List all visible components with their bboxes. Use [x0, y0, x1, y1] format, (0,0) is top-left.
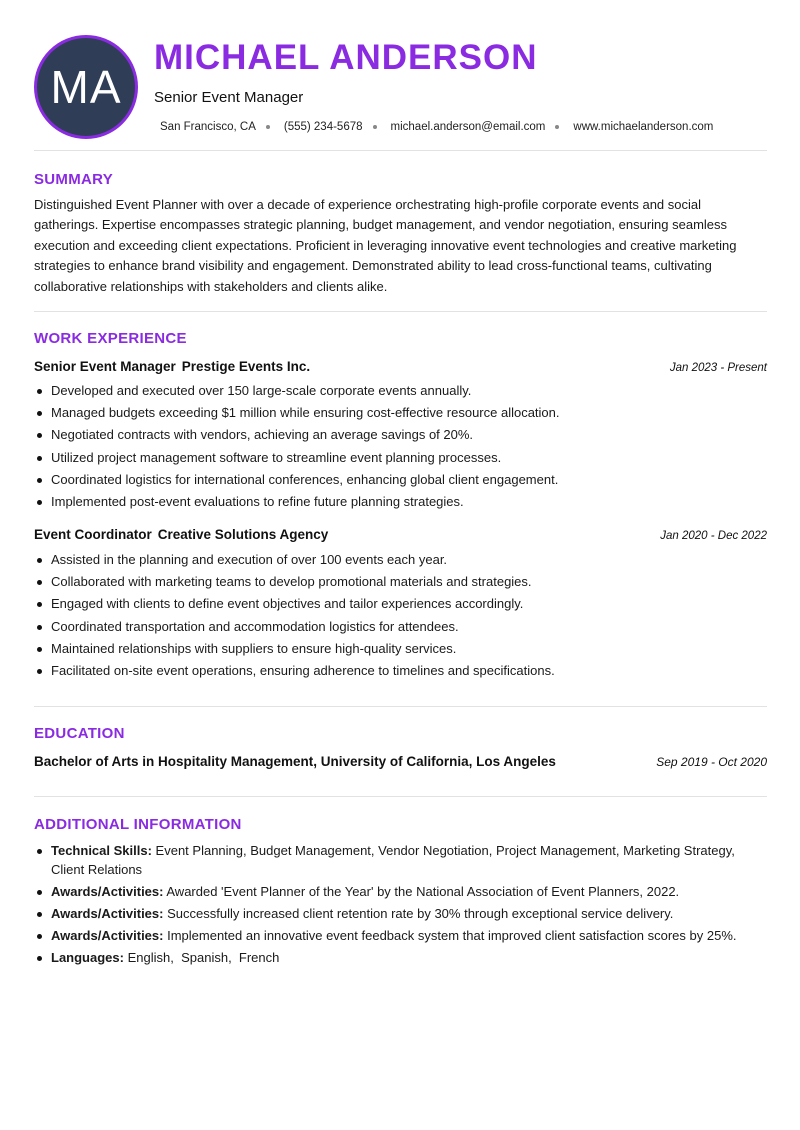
- contact-location: San Francisco, CA: [160, 121, 256, 133]
- item-text: Event Planning, Budget Management, Vendor Negotiation, Project Management, Marketing Strategy, Client Relations: [51, 843, 735, 877]
- item-text: Awarded 'Event Planner of the Year' by the National Association of Event Planners, 2022.: [166, 883, 680, 899]
- job-company: Prestige Events Inc.: [181, 359, 311, 374]
- section-title-work-experience: WORK EXPERIENCE: [34, 330, 187, 347]
- list-item: Collaborated with marketing teams to develop promotional materials and strategies.: [34, 571, 767, 593]
- contact-website[interactable]: www.michaelanderson.com: [573, 121, 714, 133]
- item-text: Successfully increased client retention rate by 30% through exceptional service delivery.: [167, 905, 674, 921]
- summary-text: Distinguished Event Planner with over a decade of experience orchestrating high-profile corporate events and social gatherings. Expertise encompasses strategic planning, budget management, and vendor negotiation, ensuring seamless execution and exceeding client expectations. Proficient in leveraging innovative event technologies and creative marketing strategies to enhance brand visibility and engagement. Demonstrated ability to lead cross-functional teams, cultivating collaborative relationships with stakeholders and clients alike.: [34, 197, 737, 294]
- separator-dot-icon: [555, 125, 559, 129]
- job-title: [34, 527, 328, 542]
- section-title-education: EDUCATION: [34, 725, 125, 742]
- list-item-languages: [34, 949, 767, 968]
- divider: [34, 150, 767, 151]
- language: English: [127, 950, 171, 965]
- job-title: [34, 359, 310, 374]
- avatar: MA: [34, 35, 138, 139]
- list-item: Developed and executed over 150 large-scale corporate events annually.: [34, 380, 767, 402]
- list-item: [34, 883, 767, 902]
- job-bullet-list: [34, 549, 767, 682]
- list-item: Implemented post-event evaluations to refine future planning strategies.: [34, 491, 767, 513]
- divider: [34, 706, 767, 707]
- item-label: Technical Skills:: [51, 843, 152, 858]
- contact-line: [160, 121, 713, 133]
- item-label: Languages:: [51, 950, 124, 965]
- education-dates: Sep 2019 - Oct 2020: [656, 755, 767, 769]
- job-header: [34, 527, 767, 542]
- education-degree: Bachelor of Arts in Hospitality Management, University of California, Los Angeles: [34, 754, 556, 769]
- list-item: [34, 905, 767, 924]
- list-item: Facilitated on-site event operations, ensuring adherence to timelines and specifications.: [34, 660, 767, 682]
- list-item: Negotiated contracts with vendors, achieving an average savings of 20%.: [34, 424, 767, 446]
- list-item: Coordinated logistics for international conferences, enhancing global client engagement.: [34, 469, 767, 491]
- section-title-summary: SUMMARY: [34, 171, 114, 188]
- candidate-role: Senior Event Manager: [154, 89, 304, 106]
- list-item: Assisted in the planning and execution of over 100 events each year.: [34, 549, 767, 571]
- contact-email[interactable]: michael.anderson@email.com: [390, 121, 546, 133]
- job-position: Senior Event Manager: [34, 359, 176, 374]
- item-text: Implemented an innovative event feedback system that improved client satisfaction scores by 25%.: [167, 927, 737, 943]
- divider: [34, 311, 767, 312]
- education-entry: [34, 754, 767, 769]
- job-header: [34, 359, 767, 374]
- list-item: Maintained relationships with suppliers to ensure high-quality services.: [34, 638, 767, 660]
- separator-dot-icon: [266, 125, 270, 129]
- language: , French: [228, 950, 279, 965]
- candidate-name: MICHAEL ANDERSON: [154, 38, 538, 77]
- item-label: Awards/Activities:: [51, 927, 164, 943]
- item-label: Awards/Activities:: [51, 905, 164, 921]
- section-title-additional-information: ADDITIONAL INFORMATION: [34, 816, 242, 833]
- list-item: Coordinated transportation and accommodation logistics for attendees.: [34, 616, 767, 638]
- job-company: Creative Solutions Agency: [157, 527, 329, 542]
- list-item: Utilized project management software to streamline event planning processes.: [34, 447, 767, 469]
- list-item: [34, 842, 767, 879]
- item-label: Awards/Activities:: [51, 883, 164, 899]
- divider: [34, 796, 767, 797]
- list-item: Engaged with clients to define event objectives and tailor experiences accordingly.: [34, 593, 767, 615]
- job-dates: Jan 2020 - Dec 2022: [660, 530, 767, 542]
- job-position: Event Coordinator: [34, 527, 152, 542]
- separator-dot-icon: [373, 125, 377, 129]
- job-bullet-list: [34, 380, 767, 513]
- language: , Spanish: [170, 950, 228, 965]
- contact-phone: (555) 234-5678: [283, 121, 363, 133]
- list-item: Managed budgets exceeding $1 million while ensuring cost-effective resource allocation.: [34, 402, 767, 424]
- list-item: [34, 927, 767, 946]
- additional-info-list: [34, 842, 767, 971]
- job-dates: Jan 2023 - Present: [669, 362, 767, 374]
